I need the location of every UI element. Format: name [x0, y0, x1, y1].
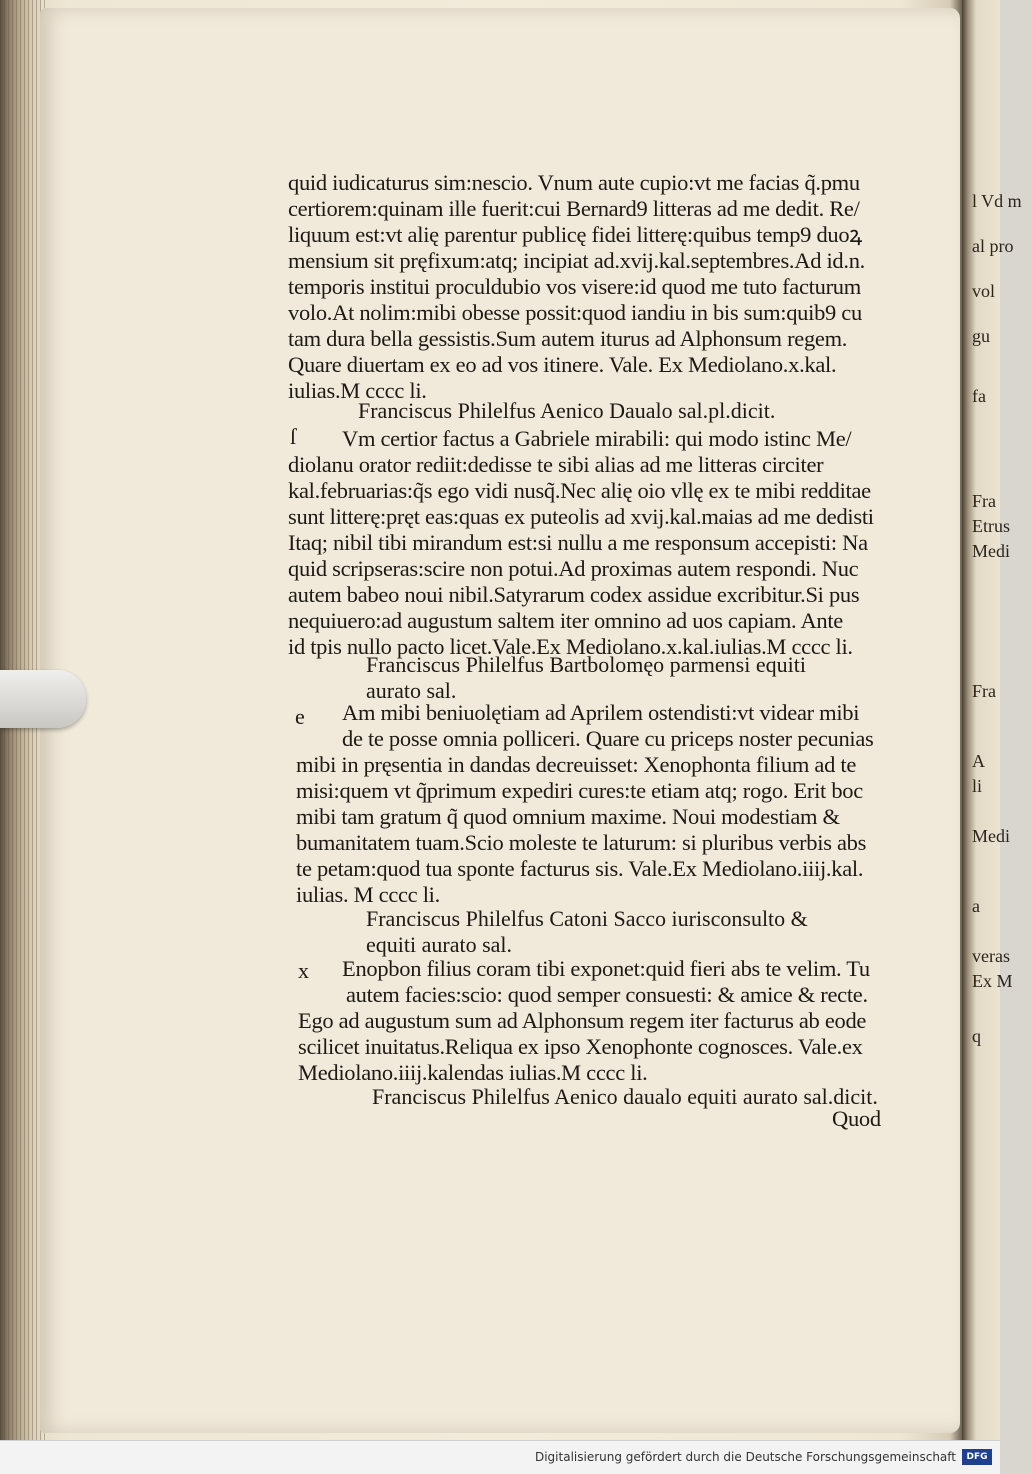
- initial-guide-letter: e: [295, 704, 305, 729]
- text-line: temporis institui proculdubio vos visere:id quod me tuto facturum: [288, 274, 861, 299]
- facing-page-edge: [962, 0, 1022, 1440]
- text-line: scilicet inuitatus.Reliqua ex ipso Xenophonte cognosces. Vale.ex: [298, 1034, 863, 1059]
- letter-heading: equiti aurato sal.: [366, 932, 513, 957]
- text-line: te petam:quod tua sponte facturus sis. Vale.Ex Mediolano.iiij.kal.: [296, 856, 864, 881]
- funding-credit: Digitalisierung gefördert durch die Deutsche Forschungsgemeinschaft: [534, 1450, 956, 1464]
- letter-heading: aurato sal.: [366, 678, 457, 703]
- text-line: bumanitatem tuam.Scio moleste te laturum: si pluribus verbis abs: [296, 830, 867, 855]
- facing-page-fragment: al pro: [972, 236, 1014, 256]
- facing-page-fragment: Medi: [972, 826, 1010, 846]
- facing-page-fragment: fa: [972, 386, 986, 406]
- text-line: quid iudicaturus sim:nescio. Vnum aute cupio:vt me facias q̃.pmu: [288, 170, 860, 195]
- text-line: Vm certior factus a Gabriele mirabili: qui modo istinc Me/: [342, 426, 852, 451]
- text-line: Enopbon filius coram tibi exponet:quid fieri abs te velim. Tu: [342, 956, 870, 981]
- text-line: volo.At nolim:mibi obesse possit:quod iandiu in bis sum:quib9 cu: [288, 300, 862, 325]
- facing-page-fragment: veras: [972, 946, 1010, 966]
- facing-page-fragment: Fra: [972, 681, 996, 701]
- text-line: id tpis nullo pacto licet.Vale.Ex Mediolano.x.kal.iulias.M cccc li.: [288, 634, 853, 659]
- text-line: nequiuero:ad augustum saltem iter omnino ad uos capiam. Ante: [288, 608, 843, 633]
- facing-page-fragment: l Vd m: [972, 191, 1022, 211]
- text-line: mensium sit pręfixum:atq; incipiat ad.xvij.kal.septembres.Ad id.n.: [288, 248, 865, 273]
- text-line: tam dura bella gessistis.Sum autem iturus ad Alphonsum regem.: [288, 326, 848, 351]
- text-line: iulias.M cccc li.: [288, 378, 427, 403]
- text-line: sunt litterę:pręt eas:quas ex puteolis ad xvij.kal.maias ad me dedisti: [288, 504, 874, 529]
- text-line: autem facies:scio: quod semper consuesti: & amice & recte.: [346, 982, 868, 1007]
- letter-heading: Franciscus Philelfus Bartbolomęo parmensi equiti: [366, 652, 806, 677]
- facing-page-fragment: vol: [972, 281, 996, 301]
- letter-heading: Franciscus Philelfus Catoni Sacco iurisconsulto &: [366, 906, 808, 931]
- facing-page-fragment: li: [972, 776, 983, 796]
- text-line: misi:quem vt q̃primum expediri cures:te etiam atq; rogo. Erit boc: [296, 778, 863, 803]
- text-line: Itaq; nibil tibi mirandum est:si nullu a me responsum accepisti: Na: [288, 530, 868, 555]
- catchword: Quod: [832, 1106, 881, 1131]
- text-line: autem babeo noui nibil.Satyrarum codex assidue excribitur.Si pus: [288, 582, 860, 607]
- text-line: mibi tam gratum q̃ quod omnium maxime. Noui modestiam &: [296, 804, 840, 829]
- text-line: Ego ad augustum sum ad Alphonsum regem iter facturus ab eode: [298, 1008, 867, 1033]
- bookmark-clip: [0, 670, 86, 728]
- text-line: mibi in pręsentia in dandas decreuisset: Xenophonta filium ad te: [296, 752, 857, 777]
- letter-heading: Franciscus Philelfus Aenico Daualo sal.pl.dicit.: [358, 398, 776, 423]
- text-line: certiorem:quinam ille fuerit:cui Bernard9 litteras ad me dedit. Re/: [288, 196, 860, 221]
- text-line: Am mibi beniuolętiam ad Aprilem ostendisti:vt videar mibi: [342, 700, 860, 725]
- text-line: liquum est:vt alię parentur publicę fidei litterę:quibus temp9 duoꝝ: [288, 222, 863, 247]
- initial-guide-letter: ſ: [290, 424, 297, 449]
- facing-page-fragment: A: [972, 751, 985, 771]
- text-line: Mediolano.iiij.kalendas iulias.M cccc li.: [298, 1060, 648, 1085]
- dfg-logo: DFG: [962, 1449, 992, 1465]
- text-line: iulias. M cccc li.: [296, 882, 440, 907]
- digitization-footer: [0, 1440, 1000, 1474]
- text-line: de te posse omnia polliceri. Quare cu priceps noster pecunias: [342, 726, 874, 751]
- facing-page-fragment: Etrus: [972, 516, 1010, 536]
- initial-guide-letter: x: [298, 958, 309, 983]
- facing-page-fragment: Ex M: [972, 971, 1013, 991]
- text-line: kal.februarias:q̃s ego vidi nusq̃.Nec alię oio vllę ex te mibi redditae: [288, 478, 871, 503]
- letter-heading: Franciscus Philelfus Aenico daualo equiti aurato sal.dicit.: [372, 1084, 878, 1109]
- facing-page-fragment: q: [972, 1026, 981, 1046]
- facing-page-fragment: Medi: [972, 541, 1010, 561]
- facing-page-fragment: gu: [972, 326, 990, 346]
- text-line: quid scripseras:scire non potui.Ad proximas autem respondi. Nuc: [288, 556, 859, 581]
- text-line: diolanu orator rediit:dedisse te sibi alias ad me litteras circiter: [288, 452, 824, 477]
- text-line: Quare diuertam ex eo ad vos itinere. Vale. Ex Mediolano.x.kal.: [288, 352, 837, 377]
- facing-page-fragment: a: [972, 896, 980, 916]
- facing-page-fragment: Fra: [972, 491, 996, 511]
